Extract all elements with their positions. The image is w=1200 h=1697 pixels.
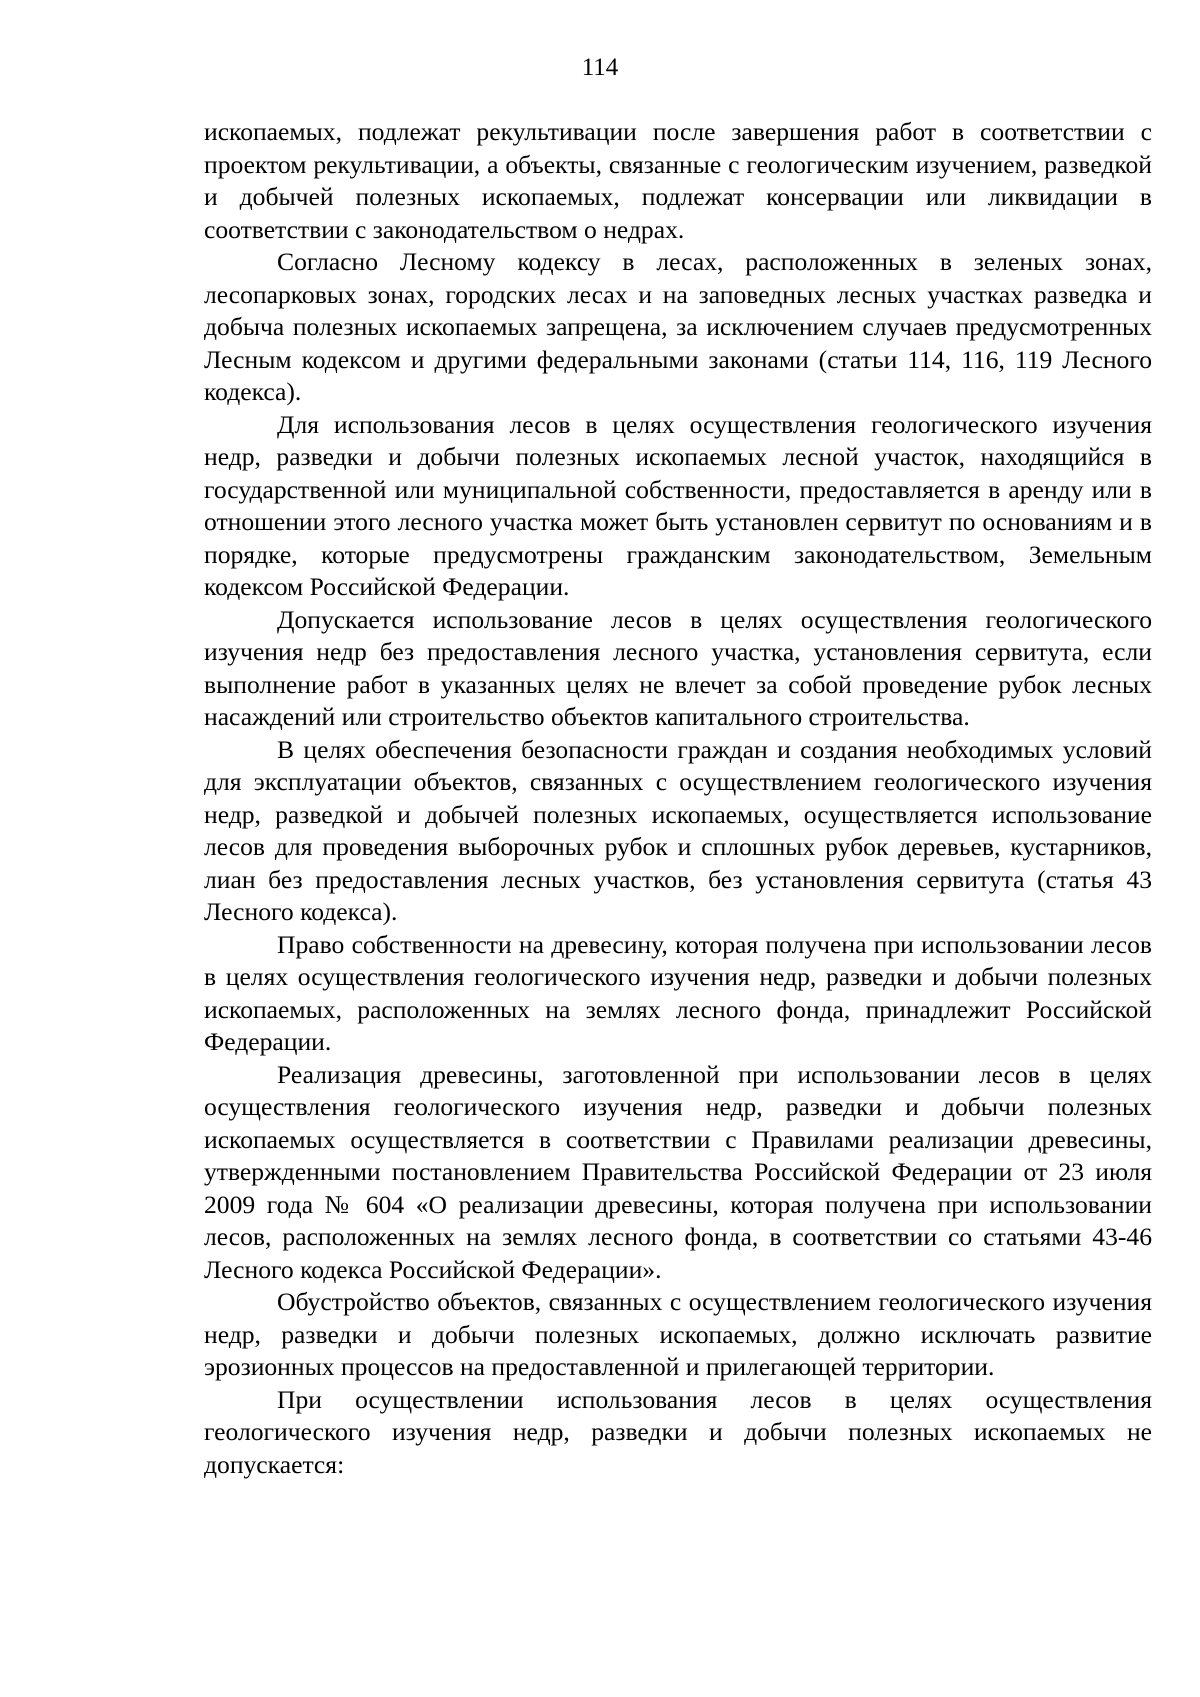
paragraph-lease-servitude: Для использования лесов в целях осуществления геологического изучения недр, разведки и добычи полезных ископаемых лесной участок, находящийся в государственной или муниципальной собственности, предоставляется в аренду или в отношении этого лесного участка может быть установлен сервитут по основаниям и в порядке, которые предусмотрены гражданским законодательством, Земельным кодексом Российской Федерации.: [204, 409, 1152, 601]
paragraph-timber-ownership: Право собственности на древесину, которая получена при использовании лесов в целях осуществления геологического изучения недр, разведки и добычи полезных ископаемых, расположенных на землях лесного фонда, принадлежит Российской Федерации.: [204, 929, 1152, 1056]
paragraph-allowed-use: Допускается использование лесов в целях осуществления геологического изучения недр без предоставления лесного участка, установления сервитута, если выполнение работ в указанных целях не влечет за собой проведение рубок лесных насаждений или строительство объектов капитального строительства.: [204, 604, 1152, 731]
paragraph-safety-felling: В целях обеспечения безопасности граждан и создания необходимых условий для эксплуатации объектов, связанных с осуществлением геологического изучения недр, разведкой и добычей полезных ископаемых, осуществляется использование лесов для проведения выборочных рубок и сплошных рубок деревьев, кустарников, лиан без предоставления лесных участков, без установления сервитута (статья 43 Лесного кодекса).: [204, 734, 1152, 926]
paragraph-not-allowed: При осуществлении использования лесов в целях осуществления геологического изучения недр, разведки и добычи полезных ископаемых не допускается:: [204, 1384, 1152, 1479]
paragraph-erosion: Обустройство объектов, связанных с осуществлением геологического изучения недр, разведки и добычи полезных ископаемых, должно исключать развитие эрозионных процессов на предоставленной и прилегающей территории.: [204, 1287, 1152, 1381]
page-number: 114: [581, 54, 619, 81]
document-body: [204, 116, 1152, 1481]
paragraph-timber-sale: Реализация древесины, заготовленной при использовании лесов в целях осуществления геологического изучения недр, разведки и добычи полезных ископаемых осуществляется в соответствии с Правилами реализации древесины, утвержденными постановлением Правительства Российской Федерации от 23 июля 2009 года № 604 «О реализации древесины, которая получена при использовании лесов, расположенных на землях лесного фонда, в соответствии со статьями 43-46 Лесного кодекса Российской Федерации».: [204, 1059, 1152, 1284]
paragraph-forest-code-restrictions: Согласно Лесному кодексу в лесах, расположенных в зеленых зонах, лесопарковых зонах, городских лесах и на заповедных лесных участках разведка и добыча полезных ископаемых запрещена, за исключением случаев предусмотренных Лесным кодексом и другими федеральными законами (статьи 114, 116, 119 Лесного кодекса).: [204, 247, 1152, 406]
paragraph-continued: ископаемых, подлежат рекультивации после завершения работ в соответствии с проектом рекультивации, а объекты, связанные с геологическим изучением, разведкой и добычей полезных ископаемых, подлежат консервации или ликвидации в соответствии с законодательством о недрах.: [204, 117, 1152, 244]
